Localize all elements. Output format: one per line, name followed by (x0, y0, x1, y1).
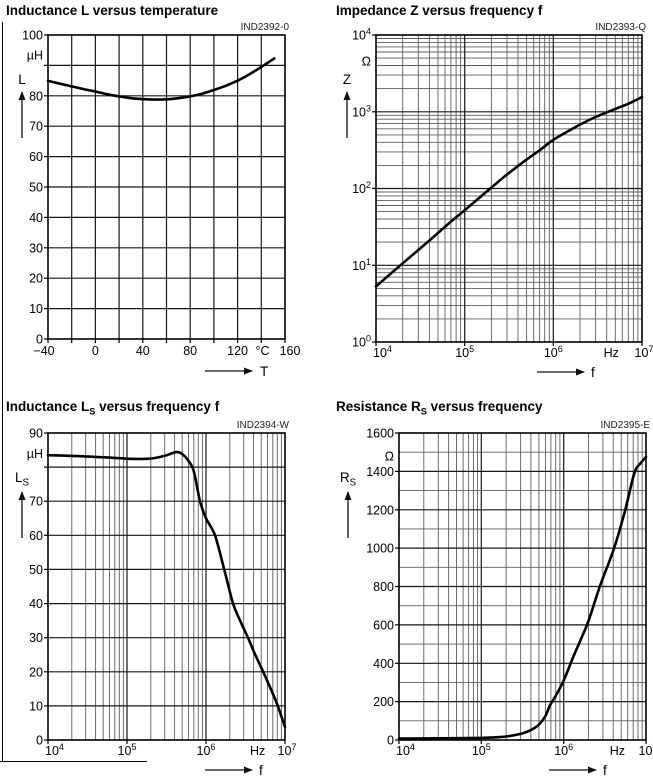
svg-text:70: 70 (29, 119, 43, 134)
svg-text:30: 30 (29, 241, 43, 256)
svg-text:0: 0 (36, 733, 43, 748)
grid (376, 35, 642, 342)
svg-text:f: f (259, 763, 263, 778)
svg-text:106: $10^6$ (196, 742, 216, 758)
svg-text:50: 50 (29, 180, 43, 195)
svg-text:200: 200 (373, 695, 394, 710)
svg-text:LS: $L_S$ (15, 470, 29, 489)
svg-text:10: 10 (29, 699, 43, 714)
svg-text:105: $10^5$ (455, 344, 475, 360)
svg-text:101: $10^1$ (352, 256, 371, 273)
svg-text:40: 40 (29, 210, 43, 225)
svg-text:RS: $R_S$ (339, 470, 357, 489)
chart-2 (343, 22, 653, 380)
svg-text:106: $10^6$ (543, 344, 563, 360)
svg-text:40: 40 (29, 597, 43, 612)
svg-text:104: $10^4$ (45, 742, 64, 758)
svg-text:°C: °C (255, 344, 270, 358)
svg-text:600: 600 (373, 618, 394, 633)
svg-text:102: $10^2$ (352, 180, 371, 196)
svg-text:0: 0 (387, 733, 394, 748)
svg-text:µH: µH (26, 447, 43, 461)
svg-text:0: 0 (36, 332, 43, 347)
figure-id: IND2393-Q (595, 22, 646, 33)
svg-text:80: 80 (183, 344, 198, 358)
svg-text:60: 60 (29, 528, 43, 543)
chart-title-inductance-temperature: Inductance L versus temperature (6, 3, 219, 18)
chart-title-inductance-frequency: Inductance $L_S$ versus frequency f (6, 399, 220, 417)
chart-title-impedance-frequency: Impedance Z versus frequency f (336, 3, 543, 18)
svg-text:Ω: Ω (384, 449, 394, 464)
svg-text:20: 20 (29, 665, 43, 680)
svg-text:107: $10^7$ (277, 742, 297, 758)
svg-text:T: T (260, 364, 269, 379)
figure-id: IND2395-E (600, 420, 650, 431)
svg-text:103: $10^3$ (352, 103, 371, 120)
svg-text:80: 80 (29, 89, 43, 104)
svg-text:70: 70 (29, 494, 43, 509)
curve-IND2392-0 (48, 58, 274, 99)
svg-text:107: $10^7$ (634, 344, 653, 360)
svg-text:0: 0 (91, 344, 99, 358)
svg-text:Z: Z (342, 72, 352, 87)
svg-text:104: $10^4$ (373, 344, 392, 360)
figure-id: IND2394-W (236, 420, 289, 431)
grid (399, 433, 646, 740)
axis-labels (15, 427, 296, 779)
svg-text:µH: µH (26, 48, 43, 63)
chart-1 (18, 22, 300, 379)
svg-text:1400: 1400 (366, 464, 394, 479)
svg-text:−40: −40 (33, 344, 55, 358)
svg-text:100: 100 (22, 28, 43, 43)
svg-text:1600: 1600 (366, 426, 394, 441)
svg-text:60: 60 (29, 150, 43, 165)
svg-text:107: 10 (638, 744, 653, 758)
chart-3 (15, 420, 296, 778)
svg-text:120: 120 (227, 344, 249, 358)
svg-text:100: $10^0$ (352, 333, 371, 350)
svg-text:Hz: Hz (609, 744, 626, 758)
svg-text:160: 160 (279, 344, 301, 358)
curve-IND2394-W (48, 452, 285, 727)
svg-text:Hz: Hz (249, 744, 266, 758)
figure-id: IND2392-0 (240, 22, 289, 33)
svg-text:20: 20 (29, 271, 43, 286)
svg-text:Hz: Hz (603, 346, 619, 360)
chart-title-resistance-frequency: Resistance $R_S$ versus frequency (336, 399, 543, 417)
plot-border (48, 433, 285, 740)
svg-text:40: 40 (135, 344, 150, 358)
svg-text:50: 50 (29, 562, 43, 577)
svg-text:L: L (18, 72, 26, 87)
axis-labels (18, 29, 300, 380)
grid (48, 35, 285, 339)
grid (48, 433, 285, 740)
svg-text:800: 800 (373, 580, 394, 594)
svg-text:106: $10^6$ (554, 742, 574, 758)
svg-text:f: f (603, 763, 607, 778)
svg-text:f: f (591, 365, 595, 380)
svg-text:1000: 1000 (366, 541, 394, 556)
svg-text:400: 400 (373, 656, 394, 671)
svg-text:90: 90 (29, 426, 43, 441)
svg-text:1200: 1200 (366, 503, 394, 518)
svg-text:105: $10^5$ (117, 742, 137, 758)
curve-IND2395-E (399, 457, 646, 739)
svg-text:10: 10 (29, 302, 43, 317)
chart-4 (340, 420, 653, 778)
axis-labels (340, 427, 653, 779)
svg-text:104: $10^4$ (352, 26, 371, 43)
svg-text:30: 30 (29, 631, 43, 646)
svg-text:104: $10^4$ (396, 742, 415, 758)
svg-text:105: $10^5$ (471, 742, 491, 758)
svg-text:Ω: Ω (361, 54, 371, 69)
